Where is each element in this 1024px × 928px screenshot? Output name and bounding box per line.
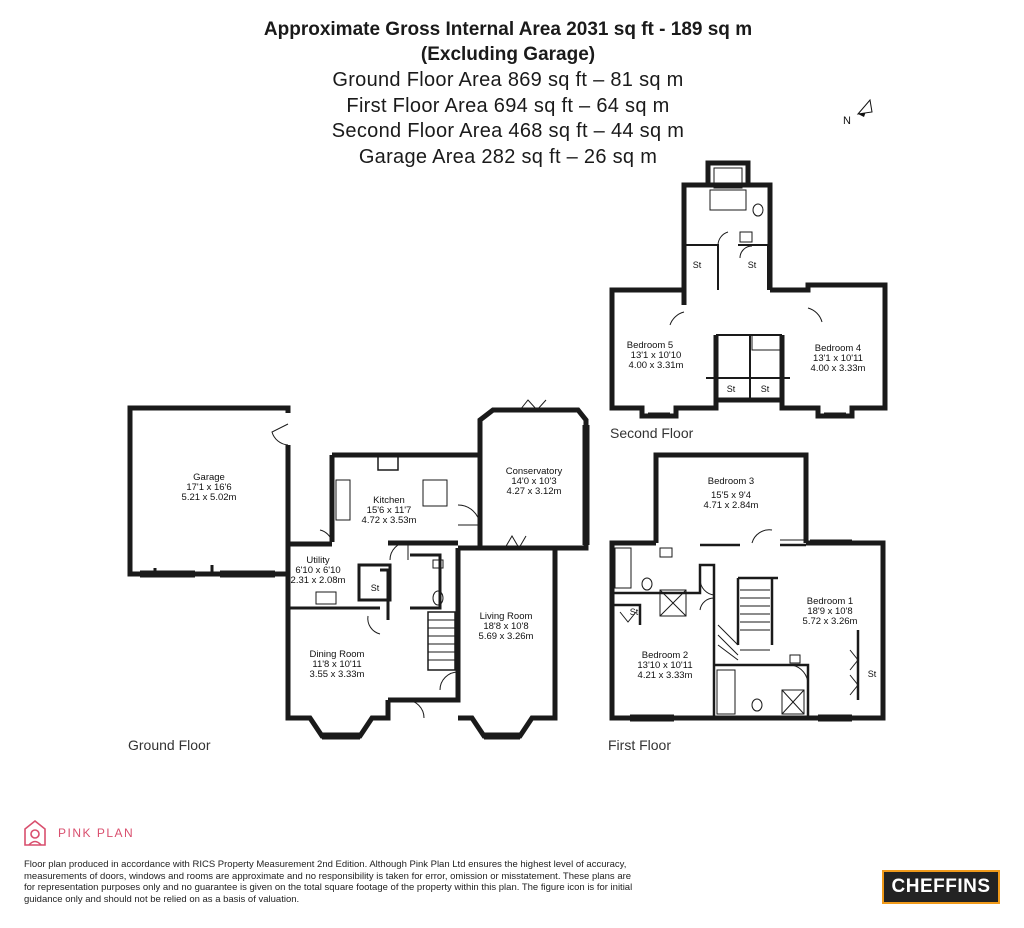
- svg-text:Kitchen15'6 x 11'74.72 x 3.53m: [362, 495, 417, 526]
- bedroom4-imperial: 13'1 x 10'11: [813, 353, 863, 364]
- bedroom2-imperial: 13'10 x 10'11: [637, 660, 693, 671]
- ground-stairs: [428, 620, 455, 660]
- bedroom5-name: Bedroom 5: [626, 340, 674, 351]
- bedroom1-name: Bedroom 1: [806, 596, 854, 607]
- bedroom2-name: Bedroom 2: [641, 650, 689, 661]
- first-stairs: [718, 590, 770, 660]
- agent-logo: CHEFFINS: [882, 870, 1000, 904]
- bedroom3-imperial: 15'5 x 9'4: [710, 490, 752, 501]
- bedroom3-metric: 4.71 x 2.84m: [703, 500, 759, 511]
- ground-storage-label: St: [370, 583, 380, 593]
- bedroom4-metric: 4.00 x 3.33m: [810, 363, 866, 374]
- bedroom1-metric: 5.72 x 3.26m: [802, 616, 858, 627]
- living-imperial: 18'8 x 10'8: [483, 621, 529, 632]
- first-floor-label: First Floor: [608, 737, 671, 753]
- garage-name: Garage: [193, 472, 225, 483]
- utility-imperial: 6'10 x 6'10: [295, 565, 341, 576]
- second-floor-label: Second Floor: [610, 425, 694, 441]
- svg-text:Garage17'1 x 16'65.21 x 5.02m: [182, 472, 237, 503]
- conservatory-metric: 4.27 x 3.12m: [506, 486, 562, 497]
- utility-metric: 2.31 x 2.08m: [290, 575, 346, 586]
- conservatory-name: Conservatory: [505, 466, 563, 477]
- svg-text:Bedroom 213'10 x 10'114.21 x 3: [637, 650, 692, 681]
- kitchen-imperial: 15'6 x 11'7: [366, 505, 412, 516]
- svg-text:Bedroom 413'1 x 10'114.00 x 3.: [811, 343, 866, 374]
- second-floor-internal: [686, 245, 790, 400]
- bedroom5-imperial: 13'1 x 10'10: [630, 350, 682, 361]
- brand-name: PINK PLAN: [58, 826, 135, 840]
- second-floor-area: Second Floor Area 468 sq ft – 44 sq m: [331, 120, 685, 142]
- bedroom2-metric: 4.21 x 3.33m: [637, 670, 693, 681]
- first-floor-area: First Floor Area 694 sq ft – 64 sq m: [346, 95, 670, 117]
- svg-text:Conservatory14'0 x 10'34.27 x: [506, 466, 563, 497]
- utility-name: Utility: [306, 555, 330, 566]
- svg-text:Dining Room11'8 x 10'113.55 x: [310, 649, 365, 680]
- bedroom3-name: Bedroom 3: [707, 476, 755, 487]
- svg-text:Bedroom 513'1 x 10'104.00 x 3.: [627, 340, 684, 371]
- garage-imperial: 17'1 x 16'6: [186, 482, 232, 493]
- living-name: Living Room: [479, 611, 533, 622]
- first-storage-label-2: St: [867, 669, 877, 679]
- second-storage-label-1: St: [692, 260, 702, 270]
- svg-text:Bedroom 315'5 x 9'44.71 x 2.84: [704, 476, 759, 511]
- first-storage-label-1: St: [629, 607, 639, 617]
- kitchen-name: Kitchen: [373, 495, 405, 506]
- bedroom1-imperial: 18'9 x 10'8: [807, 606, 853, 617]
- ground-floor-area: Ground Floor Area 869 sq ft – 81 sq m: [332, 69, 684, 91]
- bedroom5-metric: 4.00 x 3.31m: [628, 360, 684, 371]
- second-storage-label-3: St: [726, 384, 736, 394]
- garage-area: Garage Area 282 sq ft – 26 sq m: [358, 146, 658, 168]
- svg-text:Living Room18'8 x 10'85.69 x 3: [479, 611, 534, 642]
- svg-text:Bedroom 118'9 x 10'85.72 x 3.2: [803, 596, 858, 627]
- second-storage-label-4: St: [760, 384, 770, 394]
- conservatory-imperial: 14'0 x 10'3: [511, 476, 557, 487]
- disclaimer-text: Floor plan produced in accordance with RICS Property Measurement 2nd Edition. Although Pink Plan Ltd ensures the highest level of accuracy, measurements of doors, windows and rooms are approximate and no responsibility is taken for error, omission or misstatement. These plans are for representation purposes only and no guarantee is given on the total square footage of the property within this plan. The figure icon is for initial guidance only and should not be relied on as a basis of valuation.: [24, 859, 633, 905]
- second-storage-label-2: St: [747, 260, 757, 270]
- dining-metric: 3.55 x 3.33m: [309, 669, 365, 680]
- dining-imperial: 11'8 x 10'11: [312, 659, 362, 670]
- svg-text:Utility6'10 x 6'102.31 x 2.08m: [291, 555, 346, 586]
- living-metric: 5.69 x 3.26m: [478, 631, 534, 642]
- compass-letter: N: [843, 115, 851, 127]
- kitchen-metric: 4.72 x 3.53m: [361, 515, 417, 526]
- garage-metric: 5.21 x 5.02m: [181, 492, 237, 503]
- ground-floor-label: Ground Floor: [128, 737, 211, 753]
- bedroom4-name: Bedroom 4: [814, 343, 862, 354]
- compass-icon: [843, 100, 872, 127]
- title-excluding: (Excluding Garage): [420, 44, 596, 65]
- pink-plan-logo-icon: [25, 821, 45, 845]
- dining-name: Dining Room: [309, 649, 365, 660]
- title-area: Approximate Gross Internal Area 2031 sq ft - 189 sq m: [263, 19, 753, 40]
